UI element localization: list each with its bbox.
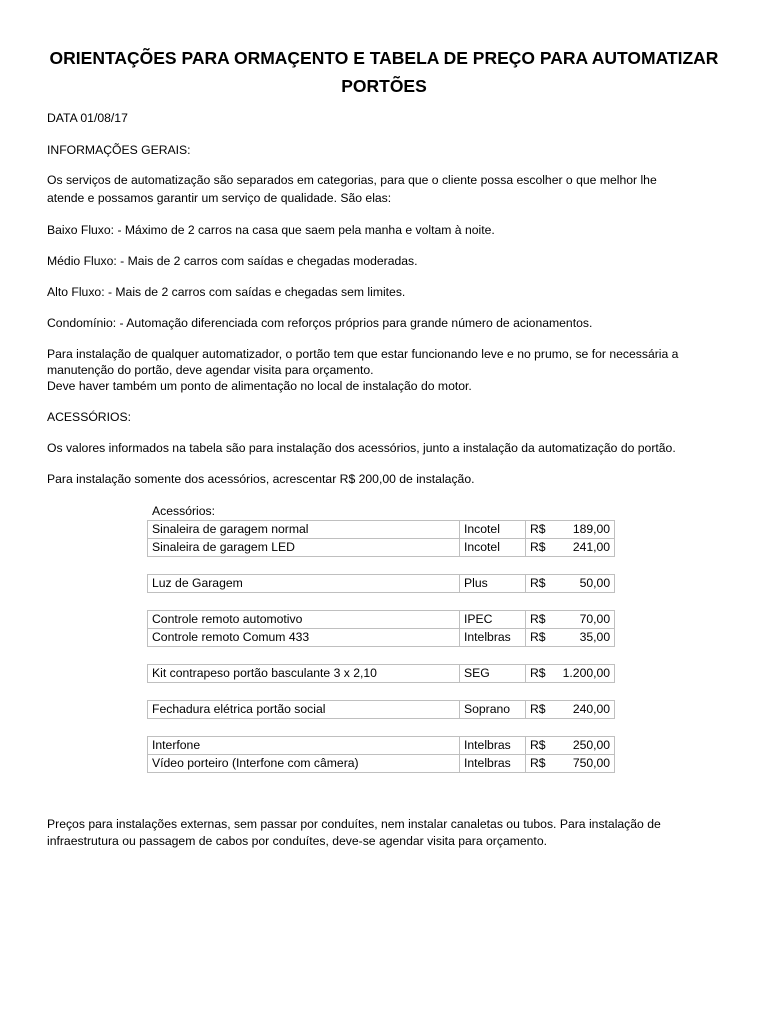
item-price: 750,00 [550, 755, 615, 773]
condo-category: Condomínio: - Automação diferenciada com reforços próprios para grande número de acionamentos. [47, 316, 593, 330]
item-name: Fechadura elétrica portão social [148, 701, 460, 719]
intro-line-1: Os serviços de automatização são separados em categorias, para que o cliente possa escolher o que melhor lhe [47, 173, 657, 187]
item-price: 1.200,00 [550, 665, 615, 683]
item-price: 35,00 [550, 629, 615, 647]
item-name: Interfone [148, 737, 460, 755]
item-name: Vídeo porteiro (Interfone com câmera) [148, 755, 460, 773]
currency-symbol: R$ [526, 611, 550, 629]
item-name: Kit contrapeso portão basculante 3 x 2,10 [148, 665, 460, 683]
table-spacer-row [148, 593, 615, 611]
item-price: 70,00 [550, 611, 615, 629]
item-price: 250,00 [550, 737, 615, 755]
item-brand: Incotel [460, 539, 526, 557]
medium-flow-category: Médio Fluxo: - Mais de 2 carros com saídas e chegadas moderadas. [47, 254, 418, 268]
table-label: Acessórios: [152, 504, 215, 518]
table-spacer-row [148, 719, 615, 737]
table-row [148, 701, 615, 719]
currency-symbol: R$ [526, 665, 550, 683]
item-name: Sinaleira de garagem LED [148, 539, 460, 557]
item-brand: Intelbras [460, 629, 526, 647]
item-name: Controle remoto Comum 433 [148, 629, 460, 647]
document-title: ORIENTAÇÕES PARA ORMAÇENTO E TABELA DE PREÇO PARA AUTOMATIZAR PORTÕES [49, 48, 719, 96]
table-row [148, 755, 615, 773]
item-name: Controle remoto automotivo [148, 611, 460, 629]
currency-symbol: R$ [526, 521, 550, 539]
accessories-only-note: Para instalação somente dos acessórios, acrescentar R$ 200,00 de instalação. [47, 472, 475, 486]
table-row [148, 629, 615, 647]
table-row [148, 611, 615, 629]
item-name: Luz de Garagem [148, 575, 460, 593]
item-brand: Intelbras [460, 737, 526, 755]
currency-symbol: R$ [526, 629, 550, 647]
item-brand: Plus [460, 575, 526, 593]
table-row [148, 539, 615, 557]
accessories-heading: ACESSÓRIOS: [47, 410, 131, 424]
item-price: 189,00 [550, 521, 615, 539]
high-flow-category: Alto Fluxo: - Mais de 2 carros com saídas e chegadas sem limites. [47, 285, 406, 299]
table-row [148, 575, 615, 593]
item-brand: IPEC [460, 611, 526, 629]
item-brand: Soprano [460, 701, 526, 719]
currency-symbol: R$ [526, 737, 550, 755]
item-brand: SEG [460, 665, 526, 683]
low-flow-category: Baixo Fluxo: - Máximo de 2 carros na casa que saem pela manha e voltam à noite. [47, 223, 495, 237]
table-spacer-row [148, 683, 615, 701]
item-price: 241,00 [550, 539, 615, 557]
currency-symbol: R$ [526, 701, 550, 719]
install-line-1: Para instalação de qualquer automatizador, o portão tem que estar funcionando leve e no prumo, se for necessária a [47, 347, 679, 361]
price-table [147, 520, 615, 773]
document-date: DATA 01/08/17 [47, 111, 128, 125]
table-spacer-row [148, 647, 615, 665]
item-brand: Incotel [460, 521, 526, 539]
item-brand: Intelbras [460, 755, 526, 773]
accessories-note: Os valores informados na tabela são para instalação dos acessórios, junto a instalação da automatização do portão. [47, 441, 676, 455]
table-row [148, 665, 615, 683]
table-row [148, 521, 615, 539]
item-price: 240,00 [550, 701, 615, 719]
intro-line-2: atende e possamos garantir um serviço de qualidade. São elas: [47, 191, 392, 205]
currency-symbol: R$ [526, 575, 550, 593]
table-spacer-row [148, 557, 615, 575]
currency-symbol: R$ [526, 539, 550, 557]
currency-symbol: R$ [526, 755, 550, 773]
item-price: 50,00 [550, 575, 615, 593]
table-row [148, 737, 615, 755]
install-line-2: manutenção do portão, deve agendar visita para orçamento. [47, 363, 374, 377]
footer-line-1: Preços para instalações externas, sem passar por conduítes, nem instalar canaletas ou tubos. Para instalação de [47, 817, 661, 831]
item-name: Sinaleira de garagem normal [148, 521, 460, 539]
general-info-heading: INFORMAÇÕES GERAIS: [47, 143, 191, 157]
install-line-3: Deve haver também um ponto de alimentação no local de instalação do motor. [47, 379, 472, 393]
footer-line-2: infraestrutura ou passagem de cabos por conduítes, deve-se agendar visita para orçamento. [47, 834, 547, 848]
